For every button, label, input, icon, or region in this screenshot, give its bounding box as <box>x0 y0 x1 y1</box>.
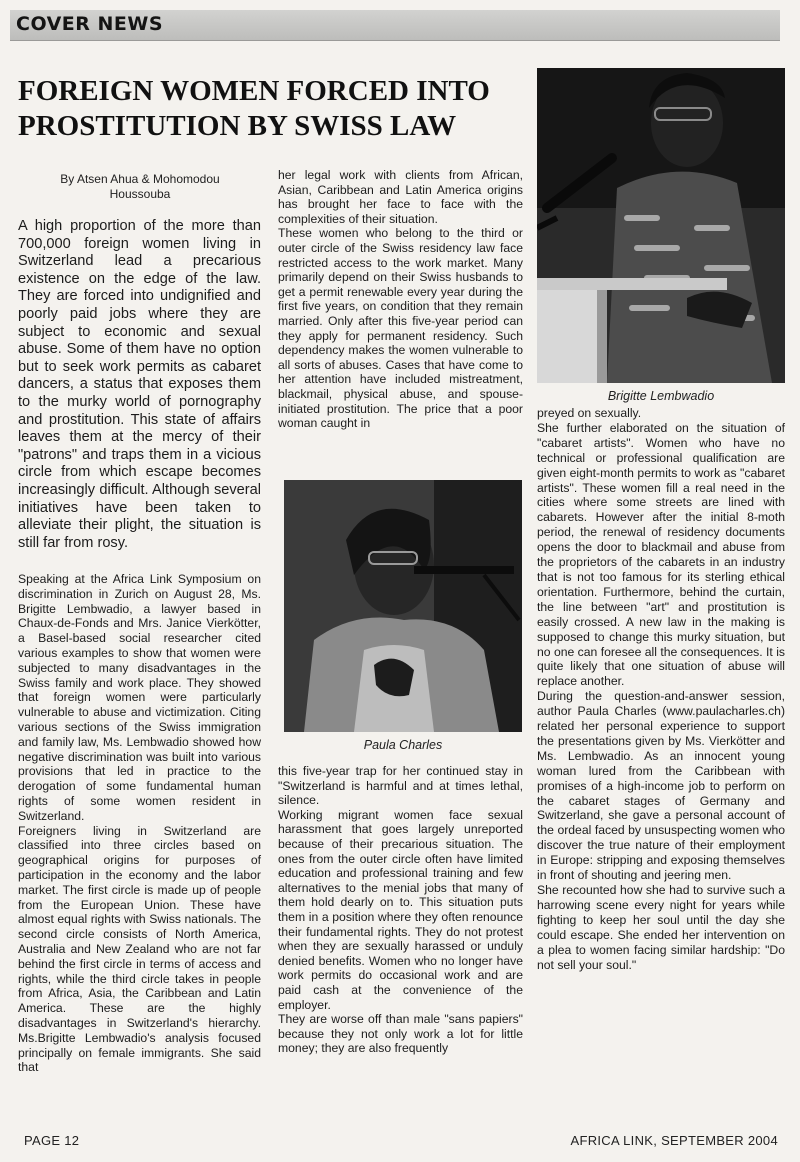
photo-brigitte-lembwadio <box>537 68 785 383</box>
column-2-bottom <box>278 764 523 1056</box>
body-paragraph: Working migrant women face sexual harassment that goes largely unreported because of their precarious situation. The ones from the outer circle often have limited education and professional training and few alternatives to the menial jobs that many of them hold dearly on to. This situation puts them in a position where they often renounce their fundamental rights. They do not protest when they are sexually harassed or unduly denied benefits. Women who no longer have work permits do occasional work and are paid cash at the convenience of the employer. <box>278 807 523 1012</box>
body-paragraph: preyed on sexually. <box>537 406 642 420</box>
article-headline <box>18 74 528 144</box>
byline-line-1: By Atsen Ahua & Mohomodou <box>60 172 220 186</box>
section-header-bar <box>10 10 780 41</box>
body-paragraph: her legal work with clients from African, Asian, Caribbean and Latin America origins has brought her face to face with the complexities of their situation. <box>278 168 523 226</box>
column-3 <box>537 406 785 972</box>
column-1-body <box>18 572 261 1075</box>
byline <box>20 172 260 202</box>
photo-paula-charles-graphic <box>284 480 522 732</box>
column-1-lead <box>18 218 261 552</box>
photo-brigitte-lembwadio-graphic <box>537 68 785 383</box>
page-number: PAGE 12 <box>24 1133 80 1148</box>
publication-info: AFRICA LINK, SEPTEMBER 2004 <box>570 1133 778 1148</box>
section-label: COVER NEWS <box>16 13 164 35</box>
body-paragraph: They are worse off than male "sans papiers" because they not only work a lot for little money; they are also frequently <box>278 1012 523 1056</box>
photo-paula-charles <box>284 480 522 732</box>
headline-line-2: PROSTITUTION BY SWISS LAW <box>18 110 457 142</box>
body-paragraph: These women who belong to the third or outer circle of the Swiss residency law face restricted access to the work market. Many primarily depend on their Swiss husbands to get a permit renewable every year during the first five years, on condition that they remain married. Only after this five-year period can they apply for permanent residency. Such dependency makes the women vulnerable to all sorts of abuses. Cases that have come to her attention have included mistreatment, blackmail, physical abuse, and spouse-initiated prostitution. The price that a poor woman caught in <box>278 226 523 431</box>
column-2-top <box>278 168 523 431</box>
body-paragraph: She further elaborated on the situation of "cabaret artists". Women who have no technical or professional qualification are given eight-month permits to work as "cabaret artists". These women fill a real need in the cities where some streets are lined with cabarets. However after the initial 8-moth period, the renewal of residency documents opens the door to blackmail and abuse from the proprietors of the cabarets in an industry that is not too famous for its sterling ethical orientation. Furthermore, behind the curtain, the line between "art" and prostitution is easily crossed. A new law in the making is supposed to change this murky situation, but no one can foresee all the consequences. It is quite likely that one situation of abuse will replace another. <box>537 420 785 689</box>
byline-line-2: Houssouba <box>109 187 171 201</box>
body-paragraph: She recounted how she had to survive such a harrowing scene every night for years while fighting to keep her soul until the day she could escape. She ended her intervention on a plea to women facing similar hardship: "Do not sell your soul." <box>537 883 785 972</box>
body-paragraph: Foreigners living in Switzerland are classified into three circles based on geographical origins for purposes of participation in the economy and the labor market. The first circle is made up of people from the European Union. These have almost equal rights with Swiss nationals. The second circle consists of North America, Australia and New Zealand who are not far behind the first circle in terms of access and rights, while the third circle takes in people from Africa, Asia, the Caribbean and Latin America. These are the highly disadvantages in Switzerland's hierarchy. Ms.Brigitte Lembwadio's analysis focused principally on female immigrants. She said that <box>18 823 261 1075</box>
body-paragraph: this five-year trap for her continued stay in "Switzerland is harmful and at times lethal, silence. <box>278 764 523 808</box>
body-paragraph: During the question-and-answer session, author Paula Charles (www.paulacharles.ch) related her personal experience to support the presentations given by Ms. Vierkötter and Ms. Lembwadio. As an innocent young woman lured from the Caribbean with promises of a high-income job to perform on the cabaret stages of Germany and Switzerland, she gave a personal account of the ordeal faced by unsuspecting women who discover the true nature of their employment in Europe: stripping and exposing themselves in front of shouting and jeering men. <box>537 689 785 883</box>
body-paragraph: Speaking at the Africa Link Symposium on discrimination in Zurich on August 28, Ms. Brigitte Lembwadio, a lawyer based in Chaux-de-Fonds and Mrs. Janice Vierkötter, a Basel-based social researcher cited various examples to show that women were subjected to many disadvantages in the Swiss family and work place. They showed that foreign women were particularly vulnerable to abuse and victimization. Citing various sections of the Swiss immigration and family law, Ms. Lembwadio showed how negative discrimination was built into various provisions that led in practice to the derogation of some fundamental human rights of some women resident in Switzerland. <box>18 572 261 823</box>
photo-caption-paula-charles: Paula Charles <box>363 738 443 752</box>
photo-caption-brigitte-lembwadio: Brigitte Lembwadio <box>607 389 715 403</box>
lead-paragraph: A high proportion of the more than 700,000 foreign women living in Switzerland lead a precarious existence on the edge of the law. They are forced into undignified and poorly paid jobs where they are subject to economic and sexual abuse. Some of them have no option but to seek work permits as cabaret dancers, a status that exposes them to the murky world of pornography and prostitution. This state of affairs leaves them at the mercy of their "patrons" and traps them in a vicious circle from which escape becomes increasingly difficult. Although several initiatives have been taken to alleviate their plight, the situation is still far from rosy. <box>18 218 261 551</box>
headline-line-1: FOREIGN WOMEN FORCED INTO <box>18 75 490 107</box>
